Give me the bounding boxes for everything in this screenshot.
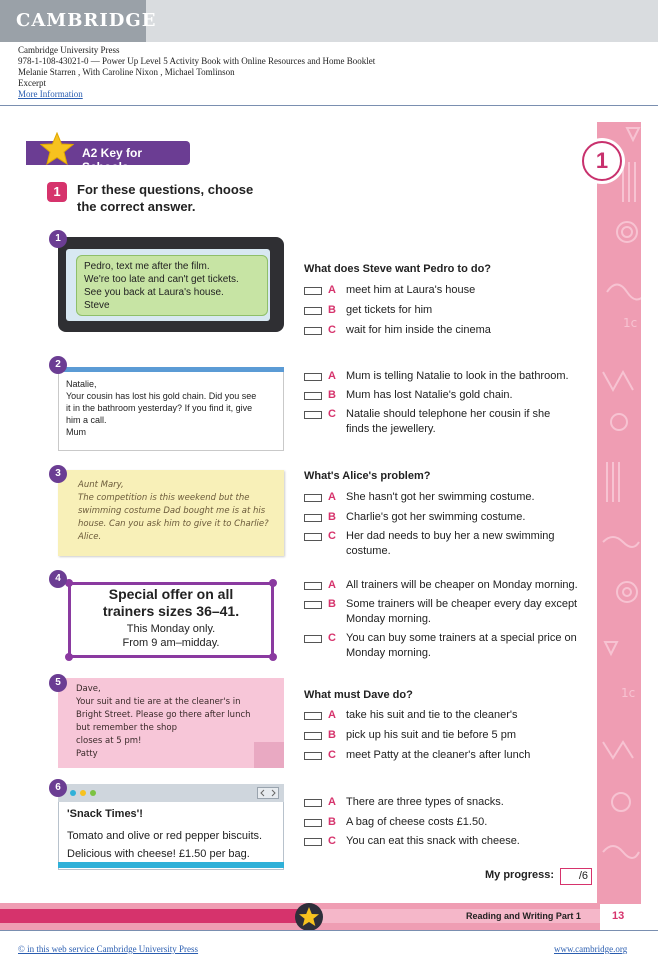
note-line: house. Can you ask him to give it to Charlie? (78, 519, 269, 529)
answer-checkbox[interactable] (304, 819, 322, 827)
question-number-6: 6 (49, 779, 67, 797)
option-text: A bag of cheese costs £1.50. (346, 816, 488, 828)
note-line: The competition is this weekend but the (78, 493, 250, 503)
option-letter: C (328, 632, 336, 644)
answer-option-4b[interactable] (304, 597, 600, 627)
option-text: get tickets for him (346, 304, 433, 316)
email-signature: Mum (66, 427, 86, 437)
email-body (66, 378, 280, 438)
option-letter: B (328, 304, 336, 316)
question-number-3: 3 (49, 465, 67, 483)
progress-label: My progress: (485, 869, 555, 881)
answer-checkbox[interactable] (304, 635, 322, 643)
decorative-side-band (597, 122, 641, 904)
option-text: Monday morning. (346, 613, 431, 625)
option-letter: B (328, 816, 336, 828)
browser-nav-arrows-icon (257, 787, 279, 799)
option-text: You can buy some trainers at a special price on (346, 632, 577, 644)
option-text: Some trainers will be cheaper every day except (346, 598, 578, 610)
option-text: finds the jewellery. (346, 423, 436, 435)
message-line: We're too late and can't get tickets. (84, 274, 239, 285)
unit-number: 1 (595, 148, 609, 173)
window-dot-icon (90, 790, 96, 796)
question-1-prompt: What does Steve want Pedro to do? (304, 263, 492, 275)
svg-text:1c: 1c (623, 316, 638, 330)
note-line: swimming costume Dad bought me is at his (78, 506, 266, 516)
message-line: See you back at Laura's house. (84, 287, 224, 298)
option-letter: C (328, 749, 336, 761)
option-text: There are three types of snacks. (346, 796, 504, 808)
option-text: Mum has lost Natalie's gold chain. (346, 389, 513, 401)
window-dot-icon (70, 790, 76, 796)
email-header-bar (58, 367, 284, 372)
exam-banner-label: A2 Key for Schools (82, 146, 143, 174)
cambridge-logo: CAMBRIDGE (16, 10, 157, 31)
notice-details (68, 622, 274, 650)
option-text: costume. (346, 545, 391, 557)
message-line: Pedro, text me after the film. (84, 261, 210, 272)
answer-option-5a[interactable] (304, 708, 600, 723)
section-label: Reading and Writing Part 1 (466, 911, 581, 921)
option-letter: C (328, 835, 336, 847)
svg-text:1c: 1c (621, 686, 636, 700)
option-text: Monday morning. (346, 647, 431, 659)
answer-checkbox[interactable] (304, 494, 322, 502)
answer-option-1c[interactable] (304, 323, 600, 338)
note-line: closes at 5 pm! (76, 736, 142, 746)
exercise-instruction (77, 181, 277, 215)
message-signature: Steve (84, 300, 110, 311)
question-number-4: 4 (49, 570, 67, 588)
answer-checkbox[interactable] (304, 307, 322, 315)
answer-checkbox[interactable] (304, 752, 322, 760)
note-signature: Alice. (78, 532, 102, 542)
answer-option-2a[interactable] (304, 369, 600, 384)
web-page-line: Tomato and olive or red pepper biscuits. (67, 830, 263, 842)
web-page-title: 'Snack Times'! (67, 808, 143, 820)
option-text: pick up his suit and tie before 5 pm (346, 729, 516, 741)
instruction-line-1: For these questions, choose (77, 182, 254, 197)
option-letter: C (328, 408, 336, 420)
email-line: Your cousin has lost his gold chain. Did you see (66, 391, 257, 401)
star-icon (40, 132, 74, 166)
answer-option-3b[interactable] (304, 510, 600, 525)
more-information-link[interactable]: More Information (18, 89, 83, 99)
answer-checkbox[interactable] (304, 799, 322, 807)
answer-checkbox[interactable] (304, 601, 322, 609)
answer-option-4a[interactable] (304, 578, 600, 593)
option-letter: C (328, 324, 336, 336)
option-text: Her dad needs to buy her a new swimming (346, 530, 555, 542)
excerpt-label: Excerpt (18, 78, 46, 88)
pink-note-body (76, 683, 276, 761)
footer-divider (0, 930, 658, 931)
question-5-prompt: What must Dave do? (304, 689, 413, 701)
exercise-number-badge: 1 (47, 182, 67, 202)
option-letter: B (328, 511, 336, 523)
answer-option-2b[interactable] (304, 388, 600, 403)
publisher-name: Cambridge University Press (18, 45, 120, 55)
answer-checkbox[interactable] (304, 514, 322, 522)
answer-checkbox[interactable] (304, 327, 322, 335)
answer-checkbox[interactable] (304, 838, 322, 846)
option-letter: A (328, 709, 336, 721)
answer-option-5b[interactable] (304, 728, 600, 743)
email-line: Natalie, (66, 379, 97, 389)
option-letter: A (328, 491, 336, 503)
option-text: Mum is telling Natalie to look in the bathroom. (346, 370, 569, 382)
option-letter: A (328, 370, 336, 382)
answer-checkbox[interactable] (304, 411, 322, 419)
answer-option-3a[interactable] (304, 490, 600, 505)
page-number: 13 (612, 910, 625, 922)
unit-number-circle (582, 141, 622, 181)
option-text: All trainers will be cheaper on Monday morning. (346, 579, 578, 591)
option-letter: A (328, 284, 336, 296)
answer-checkbox[interactable] (304, 582, 322, 590)
option-letter: B (328, 729, 336, 741)
answer-option-5c[interactable] (304, 748, 600, 763)
answer-option-1b[interactable] (304, 303, 600, 318)
answer-checkbox[interactable] (304, 287, 322, 295)
option-letter: A (328, 579, 336, 591)
option-letter: B (328, 598, 336, 610)
text-message-bubble (76, 255, 268, 316)
window-dot-icon (80, 790, 86, 796)
book-metadata (18, 45, 375, 100)
browser-footer-bar (58, 862, 284, 868)
email-line: it in the bathroom yesterday? If you find it, give (66, 403, 253, 413)
notice-title-line: Special offer on all (108, 586, 234, 602)
copyright-link[interactable]: © in this web service Cambridge University Press (18, 944, 199, 954)
notice-line: This Monday only. (126, 623, 216, 635)
question-number-1: 1 (49, 230, 67, 248)
option-text: She hasn't got her swimming costume. (346, 491, 535, 503)
notice-title (68, 586, 274, 620)
option-letter: C (328, 530, 336, 542)
question-number-2: 2 (49, 356, 67, 374)
question-number-5: 5 (49, 674, 67, 692)
option-text: Charlie's got her swimming costume. (346, 511, 526, 523)
notice-pin (269, 653, 277, 661)
question-3-prompt: What's Alice's problem? (304, 470, 431, 482)
note-line: but remember the shop (76, 723, 178, 733)
answer-checkbox[interactable] (304, 732, 322, 740)
star-icon (295, 903, 323, 931)
answer-option-4c[interactable] (304, 631, 600, 661)
option-text: wait for him inside the cinema (346, 324, 491, 336)
answer-option-6c[interactable] (304, 834, 600, 849)
notice-line: From 9 am–midday. (122, 637, 220, 649)
option-text: take his suit and tie to the cleaner's (346, 709, 518, 721)
email-line: him a call. (66, 415, 107, 425)
notice-pin (65, 653, 73, 661)
option-letter: B (328, 389, 336, 401)
option-text: meet Patty at the cleaner's after lunch (346, 749, 531, 761)
answer-option-2c[interactable] (304, 407, 600, 437)
answer-option-3c[interactable] (304, 529, 600, 559)
progress-score-box[interactable]: /6 (560, 868, 592, 885)
note-line: Bright Street. Please go there after lunch (76, 710, 251, 720)
web-page-body (67, 827, 282, 863)
answer-checkbox[interactable] (304, 373, 322, 381)
note-line: Your suit and tie are at the cleaner's in (76, 697, 241, 707)
note-line: Aunt Mary, (78, 480, 124, 490)
answer-checkbox[interactable] (304, 712, 322, 720)
header-divider (0, 105, 658, 106)
answer-checkbox[interactable] (304, 533, 322, 541)
option-letter: A (328, 796, 336, 808)
isbn-line: 978-1-108-43021-0 — Power Up Level 5 Activity Book with Online Resources and Home Booklet (18, 56, 376, 66)
website-link[interactable]: www.cambridge.org (554, 944, 628, 954)
answer-checkbox[interactable] (304, 392, 322, 400)
notice-title-line: trainers sizes 36–41. (102, 603, 240, 619)
note-signature: Patty (76, 749, 98, 759)
bottom-star-badge (295, 903, 323, 931)
answer-option-6a[interactable] (304, 795, 600, 810)
option-text: meet him at Laura's house (346, 284, 476, 296)
option-text: You can eat this snack with cheese. (346, 835, 520, 847)
instruction-line-2: the correct answer. (77, 199, 196, 214)
answer-option-1a[interactable] (304, 283, 600, 298)
web-page-line: Delicious with cheese! £1.50 per bag. (67, 848, 250, 860)
note-body (78, 479, 278, 544)
authors-line: Melanie Starren , With Caroline Nixon , Michael Tomlinson (18, 67, 235, 77)
answer-option-6b[interactable] (304, 815, 600, 830)
option-text: Natalie should telephone her cousin if she (346, 408, 551, 420)
note-line: Dave, (76, 684, 101, 694)
